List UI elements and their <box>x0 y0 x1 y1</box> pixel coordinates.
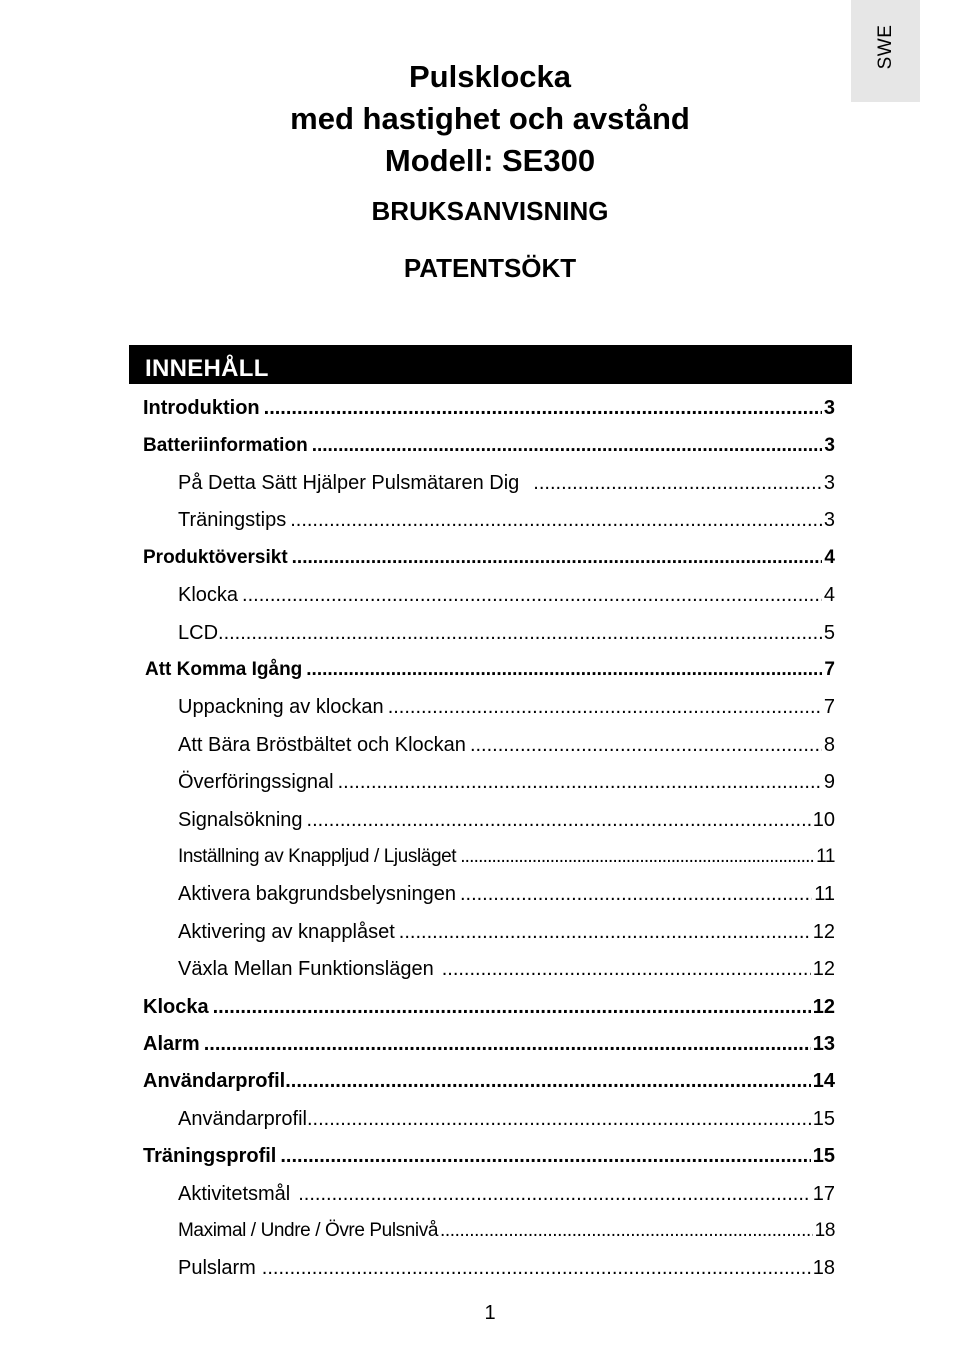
toc-entry-label: Överföringssignal <box>178 771 334 793</box>
toc-entry-label: Uppackning av klockan <box>178 696 384 718</box>
toc-entry[interactable] <box>143 994 835 1020</box>
toc-entry-label: Inställning av Knappljud / Ljusläget <box>178 846 457 867</box>
toc-leader-dots <box>285 1068 811 1094</box>
toc-leader-dots <box>264 395 822 421</box>
toc-entry-label: Batteriinformation <box>143 435 308 456</box>
toc-leader-dots <box>292 545 823 571</box>
toc-entry-page: 3 <box>823 397 835 419</box>
toc-leader-dots <box>213 994 811 1020</box>
toc-header <box>129 345 852 384</box>
toc-entry-label: Maximal / Undre / Övre Pulsnivå <box>178 1220 439 1241</box>
toc-entry-page: 5 <box>823 622 835 644</box>
toc-leader-dots <box>399 919 811 945</box>
toc-entry-label: Träningsprofil <box>143 1145 277 1167</box>
toc-entry[interactable] <box>178 844 835 870</box>
toc-entry-page: 9 <box>823 771 835 793</box>
toc-entry[interactable] <box>143 433 835 459</box>
toc-entry[interactable] <box>178 769 835 795</box>
toc-leader-dots <box>533 470 822 496</box>
toc-entry-label: Växla Mellan Funktionslägen <box>178 958 434 980</box>
toc-leader-dots <box>262 1255 811 1281</box>
toc-leader-dots <box>298 1181 811 1207</box>
toc-entry-page: 18 <box>812 1257 835 1279</box>
toc-entry-page: 12 <box>812 996 835 1018</box>
title-line: med hastighet och avstånd <box>290 101 690 136</box>
toc-leader-dots <box>442 956 811 982</box>
toc-entry-page: 14 <box>812 1070 835 1092</box>
language-tab <box>851 0 920 102</box>
toc-entry-label: Klocka <box>178 584 239 606</box>
toc-entry[interactable] <box>178 881 835 907</box>
toc-entry-page: 11 <box>814 883 835 905</box>
toc-entry-page: 7 <box>823 696 835 718</box>
toc-entry[interactable] <box>178 582 835 608</box>
toc-entry-label: Klocka <box>143 996 209 1018</box>
toc-entry-page: 12 <box>812 921 835 943</box>
toc-entry-label: På Detta Sätt Hjälper Pulsmätaren Dig <box>178 472 520 494</box>
title-line: Modell: SE300 <box>384 143 596 178</box>
toc-entry-label: Användarprofil <box>143 1070 286 1092</box>
toc-entry-label: LCD <box>178 622 219 644</box>
toc-entry-label: Aktivitetsmål <box>178 1183 291 1205</box>
toc-entry-page: 3 <box>823 509 835 531</box>
toc-entry[interactable] <box>143 1031 835 1057</box>
toc-entry[interactable] <box>178 1181 835 1207</box>
toc-leader-dots <box>460 881 812 907</box>
toc-entry[interactable] <box>143 1068 835 1094</box>
toc-entry-label: Att Bära Bröstbältet och Klockan <box>178 734 466 756</box>
toc-leader-dots <box>307 1106 811 1132</box>
toc-entry[interactable] <box>178 807 835 833</box>
toc-entry[interactable] <box>178 956 835 982</box>
toc-entry-page: 3 <box>823 472 835 494</box>
page-number: 1 <box>484 1302 496 1324</box>
toc-entry-label: Signalsökning <box>178 809 303 831</box>
toc-entry-page: 13 <box>812 1033 835 1055</box>
toc-entry-page: 4 <box>824 547 835 568</box>
document-subtitle: BRUKSANVISNING <box>371 196 609 226</box>
toc-entry[interactable] <box>178 470 835 496</box>
toc-leader-dots <box>307 807 811 833</box>
toc-entry-page: 11 <box>816 846 835 867</box>
title-line: Pulsklocka <box>409 59 571 94</box>
toc-leader-dots <box>338 769 822 795</box>
toc-entry[interactable] <box>178 1106 835 1132</box>
toc-entry-label: Aktivera bakgrundsbelysningen <box>178 883 456 905</box>
toc-leader-dots <box>440 1218 813 1244</box>
toc-entry-label: Pulslarm <box>178 1257 256 1279</box>
language-tab-label: SWE <box>874 24 896 70</box>
toc-entry[interactable] <box>143 395 835 421</box>
toc-entry-label: Användarprofil <box>178 1108 307 1130</box>
toc-entry-page: 7 <box>824 659 835 680</box>
toc-heading: INNEHÅLL <box>145 355 269 382</box>
toc-entry-label: Alarm <box>143 1033 200 1055</box>
toc-leader-dots <box>388 694 822 720</box>
toc-entry[interactable] <box>178 919 835 945</box>
toc-entry-page: 17 <box>812 1183 835 1205</box>
toc-entry[interactable] <box>178 507 835 533</box>
toc-entry-label: Aktivering av knapplåset <box>178 921 395 943</box>
toc-entry[interactable] <box>178 1255 835 1281</box>
toc-entry-page: 8 <box>823 734 835 756</box>
toc-entry-label: Att Komma Igång <box>145 659 303 680</box>
toc-leader-dots <box>312 433 823 459</box>
toc-leader-dots <box>280 1143 810 1169</box>
toc-leader-dots <box>242 582 822 608</box>
toc-entry-page: 15 <box>812 1108 835 1130</box>
toc-leader-dots <box>470 732 822 758</box>
toc-entry-page: 4 <box>823 584 835 606</box>
toc-entry[interactable] <box>178 732 835 758</box>
toc-entry-page: 18 <box>814 1220 835 1241</box>
toc-leader-dots <box>460 844 814 870</box>
document-title <box>130 56 850 182</box>
toc-entry-page: 3 <box>824 435 835 456</box>
toc-entry[interactable] <box>145 657 835 683</box>
toc-entry-label: Introduktion <box>143 397 260 419</box>
toc-entry[interactable] <box>143 545 835 571</box>
toc-leader-dots <box>204 1031 811 1057</box>
toc-entry[interactable] <box>178 694 835 720</box>
toc-entry-label: Träningstips <box>178 509 287 531</box>
patent-note: PATENTSÖKT <box>403 253 577 283</box>
toc-entry-page: 12 <box>812 958 835 980</box>
toc-entry[interactable] <box>178 620 835 646</box>
toc-leader-dots <box>218 620 822 646</box>
toc-leader-dots <box>290 507 822 533</box>
toc-entry-label: Produktöversikt <box>143 547 288 568</box>
toc-leader-dots <box>306 657 822 683</box>
toc-entry[interactable] <box>143 1143 835 1169</box>
toc-entry-page: 10 <box>812 809 835 831</box>
toc-entry[interactable] <box>178 1218 835 1244</box>
toc-entry-page: 15 <box>812 1145 835 1167</box>
